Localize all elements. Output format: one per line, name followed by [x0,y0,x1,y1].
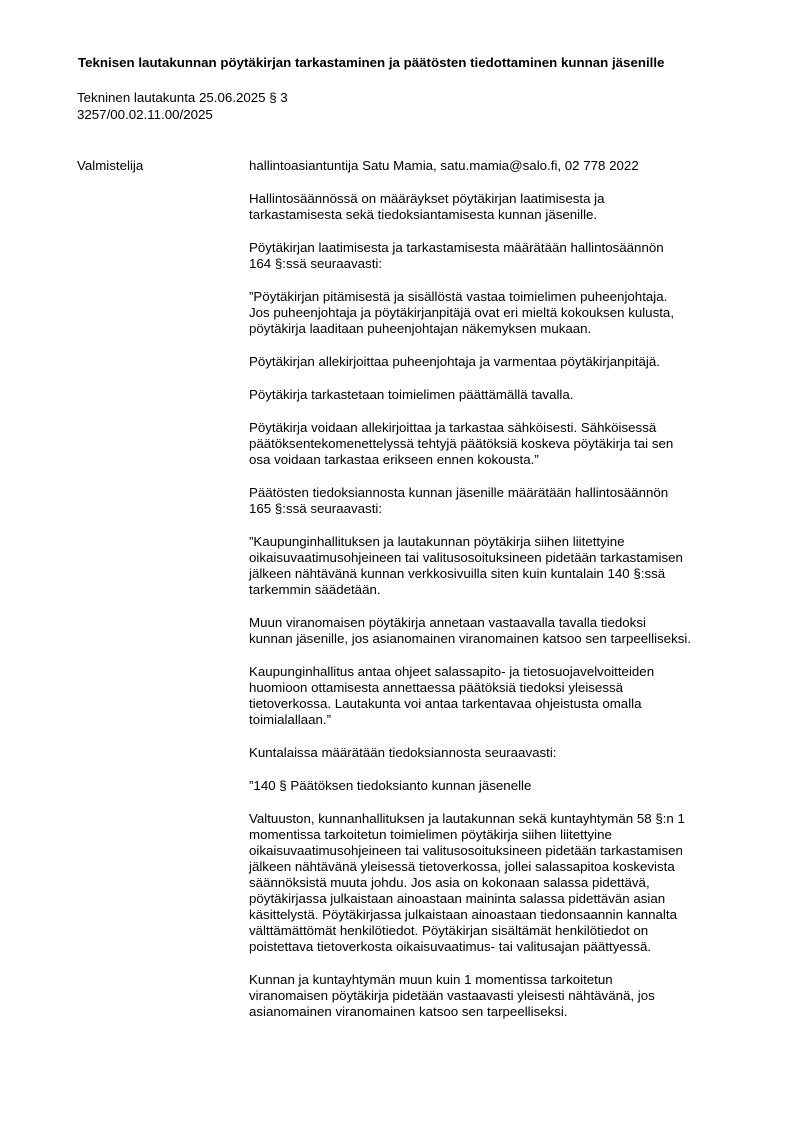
paragraph: Muun viranomaisen pöytäkirja annetaan vastaavalla tavalla tiedoksi kunnan jäsenille, jos asianomainen viranomainen katsoo sen tarpeelliseksi. [249,615,692,646]
paragraph: Valtuuston, kunnanhallituksen ja lautakunnan sekä kuntayhtymän 58 §:n 1 momentissa tarkoitetun toimielimen pöytäkirja siihen liitettyine oikaisuvaatimusohjeineen tai valitusosoituksineen pidetään tarkastamisen jälkeen nähtävänä yleisessä tietoverkossa, jollei salassapitoa koskevista säännöksistä muuta johdu. Jos asia on kokonaan salassa pidettävä, pöytäkirjassa julkaistaan ainoastaan maininta salassa pidettävän asian käsittelystä. Pöytäkirjassa julkaistaan ainoastaan tiedonsaannin kannalta välttämättömät henkilötiedot. Pöytäkirjan sisältämät henkilötiedot on poistettava tietoverkosta oikaisuvaatimus- tai valitusajan päättyessä. [249,811,685,954]
document-body [249,158,749,1037]
paragraph: Pöytäkirjan allekirjoittaa puheenjohtaja ja varmentaa pöytäkirjanpitäjä. [249,354,660,369]
preparer-info: hallintoasiantuntija Satu Mamia, satu.mamia@salo.fi, 02 778 2022 [249,158,639,173]
document-meta [77,90,288,124]
paragraph: Pöytäkirja voidaan allekirjoittaa ja tarkastaa sähköisesti. Sähköisessä päätöksentekomenettelyssä tehtyjä päätöksiä koskeva pöytäkirja tai sen osa voidaan tarkastaa erikseen ennen kokousta.” [249,420,674,467]
paragraph: ”Pöytäkirjan pitämisestä ja sisällöstä vastaa toimielimen puheenjohtaja. Jos puheenjohtaja ja pöytäkirjanpitäjä ovat eri mieltä kokouksen kulusta, pöytäkirja laaditaan puheenjohtajan näkemyksen mukaan. [249,289,675,336]
paragraph: ”Kaupunginhallituksen ja lautakunnan pöytäkirja siihen liitettyine oikaisuvaatimusohjeineen tai valitusosoituksineen pidetään tarkastamisen jälkeen nähtävänä kunnan verkkosivuilla siten kuin kuntalain 140 §:ssä tarkemmin säädetään. [249,534,683,597]
paragraph: Päätösten tiedoksiannosta kunnan jäsenille määrätään hallintosäännön 165 §:ssä seuraavasti: [249,485,669,516]
record-id: 3257/00.02.11.00/2025 [77,107,213,122]
paragraph: Hallintosäännössä on määräykset pöytäkirjan laatimisesta ja tarkastamisesta sekä tiedoksiantamisesta kunnan jäsenille. [249,191,605,222]
paragraph: Kaupunginhallitus antaa ohjeet salassapito- ja tietosuojavelvoitteiden huomioon ottamisesta annettaessa päätöksiä tiedoksi yleisessä tietoverkossa. Lautakunta voi antaa tarkentavaa ohjeistusta omalla toimialallaan.” [249,664,655,727]
preparer-label: Valmistelija [77,158,144,173]
paragraph: Kunnan ja kuntayhtymän muun kuin 1 momentissa tarkoitetun viranomaisen pöytäkirja pidetään vastaavasti yleisesti nähtävänä, jos asianomainen viranomainen katsoo sen tarpeelliseksi. [249,972,655,1019]
document-title: Teknisen lautakunnan pöytäkirjan tarkastaminen ja päätösten tiedottaminen kunnan jäsenille [78,55,665,70]
paragraph: Pöytäkirjan laatimisesta ja tarkastamisesta määrätään hallintosäännön 164 §:ssä seuraavasti: [249,240,664,271]
paragraph: Kuntalaissa määrätään tiedoksiannosta seuraavasti: [249,745,557,760]
meeting-reference: Tekninen lautakunta 25.06.2025 § 3 [77,90,288,105]
paragraph: Pöytäkirja tarkastetaan toimielimen päättämällä tavalla. [249,387,574,402]
paragraph: ”140 § Päätöksen tiedoksianto kunnan jäsenelle [249,778,532,793]
